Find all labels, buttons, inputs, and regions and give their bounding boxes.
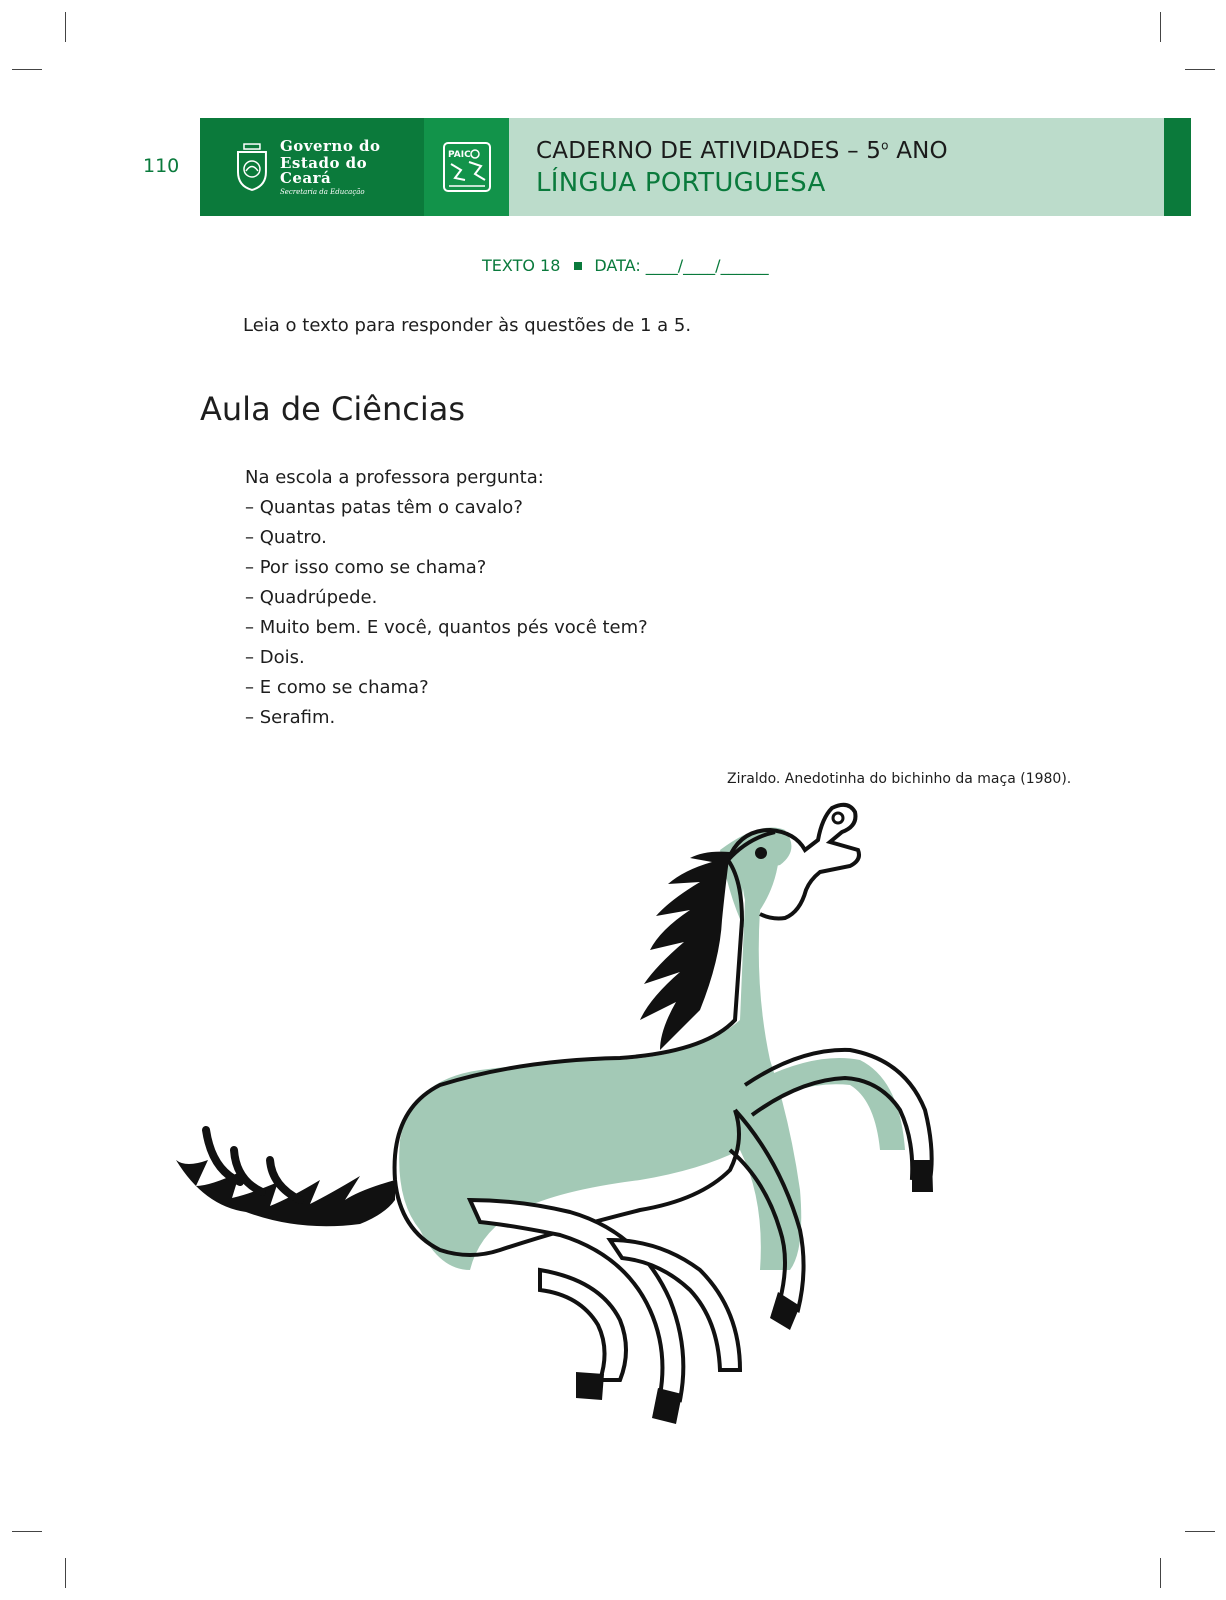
story-line: – Por isso como se chama?	[245, 557, 487, 578]
crop-mark	[1185, 69, 1215, 70]
horse-illustration	[160, 800, 960, 1460]
header-title-ordinal: o	[881, 138, 889, 153]
header-banner	[200, 118, 1191, 216]
crop-mark	[1160, 1558, 1161, 1588]
program-logo	[424, 118, 509, 216]
story-line: – Muito bem. E você, quantos pés você tem?	[245, 617, 648, 638]
horse-mane	[640, 852, 730, 1050]
gov-logo-line2: Estado do Ceará	[279, 153, 368, 187]
crop-mark	[65, 12, 66, 42]
horse-tail-strand	[270, 1160, 300, 1200]
crop-mark	[65, 1558, 66, 1588]
story-line: – Serafim.	[245, 707, 336, 728]
story-line: – Dois.	[245, 647, 305, 668]
texto-label-row	[482, 256, 769, 275]
texto-label: TEXTO 18	[482, 256, 561, 275]
header-right-bar	[1164, 118, 1191, 216]
header-title-line2: LÍNGUA PORTUGUESA	[536, 168, 826, 198]
story-title: Aula de Ciências	[200, 390, 465, 428]
story-line: – Quantas patas têm o cavalo?	[245, 497, 523, 518]
story-line: Na escola a professora pergunta:	[245, 467, 544, 488]
gov-logo-line1: Governo do	[279, 136, 381, 155]
story-body	[245, 463, 648, 733]
crop-mark	[1160, 12, 1161, 42]
instruction-text: Leia o texto para responder às questões de 1 a 5.	[243, 315, 692, 336]
crop-mark	[12, 1531, 42, 1532]
header-title-box	[509, 118, 1164, 216]
horse-hoof	[770, 1292, 800, 1330]
crop-mark	[1185, 1531, 1215, 1532]
paic-logo-icon	[441, 140, 493, 194]
gov-logo-line3: Secretaria da Educação	[279, 187, 365, 196]
horse-tail-strand	[234, 1150, 262, 1192]
header-title-line1	[536, 138, 1164, 164]
header-title-prefix: CADERNO DE ATIVIDADES – 5	[536, 138, 882, 164]
crop-mark	[12, 69, 42, 70]
horse-hoof	[652, 1388, 682, 1424]
story-line: – E como se chama?	[245, 677, 429, 698]
header-title-suffix: ANO	[888, 138, 948, 164]
paic-logo-text: PAIC	[447, 150, 471, 160]
date-field-label: DATA: ____/____/______	[594, 256, 769, 275]
horse-hoof	[576, 1372, 604, 1400]
horse-nostril	[833, 813, 843, 823]
horse-back-leg-3	[540, 1270, 626, 1380]
page-number: 110	[143, 155, 180, 177]
square-bullet-icon	[574, 262, 582, 270]
citation: Ziraldo. Anedotinha do bichinho da maça (1980).	[727, 771, 1072, 787]
horse-eye	[755, 847, 767, 859]
story-line: – Quatro.	[245, 527, 327, 548]
horse-hoof	[912, 1160, 933, 1192]
story-line: – Quadrúpede.	[245, 587, 378, 608]
ceara-seal-icon	[234, 142, 270, 192]
gov-logo	[200, 118, 424, 216]
